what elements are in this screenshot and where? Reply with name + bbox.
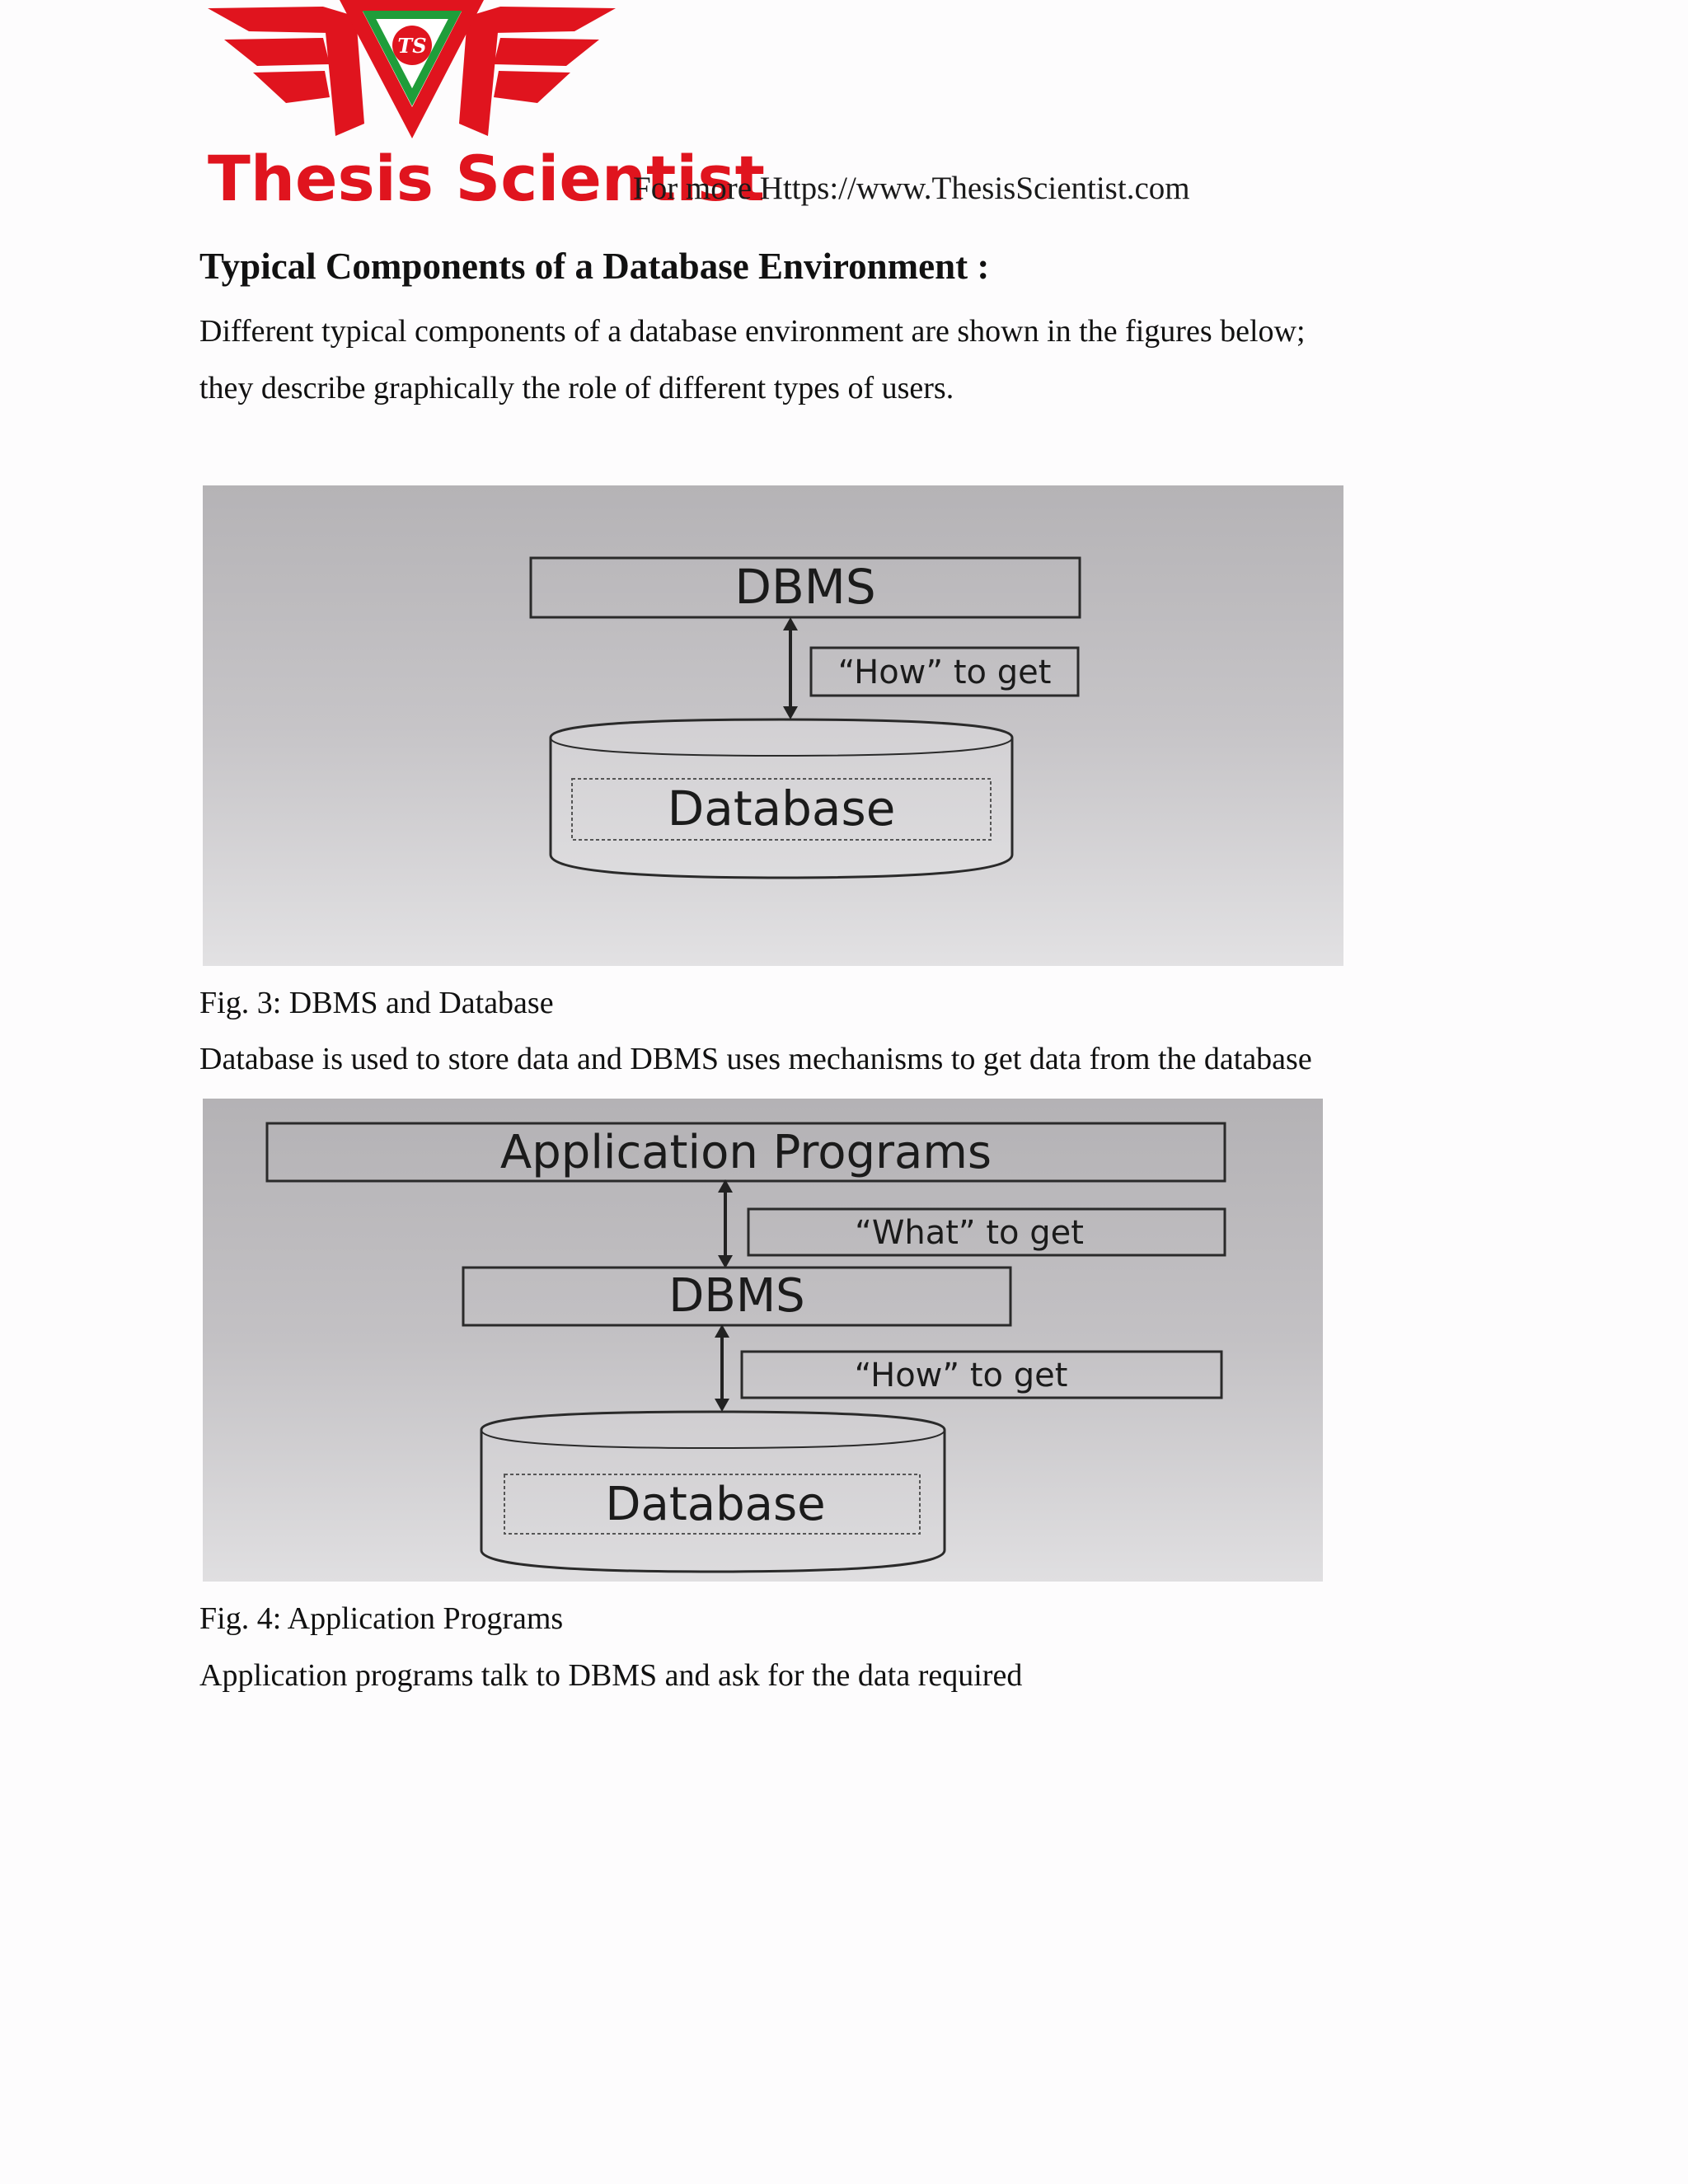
database-label: Database xyxy=(667,780,896,837)
intro-line-1: Different typical components of a database environment are shown in the figures below; xyxy=(199,314,1306,349)
figure-3-description: Database is used to store data and DBMS uses mechanisms to get data from the database xyxy=(199,1042,1312,1076)
dbms-label: DBMS xyxy=(668,1269,805,1323)
thesis-scientist-logo xyxy=(199,0,765,216)
section-title: Typical Components of a Database Environment : xyxy=(199,246,990,287)
figure-3-diagram xyxy=(203,485,1343,966)
svg-text:TS: TS xyxy=(397,34,427,58)
figure-4-diagram xyxy=(203,1099,1323,1582)
dbms-label: DBMS xyxy=(734,559,876,615)
right-wing-icon xyxy=(459,7,616,136)
application-programs-label: Application Programs xyxy=(499,1126,992,1179)
intro-line-2: they describe graphically the role of different types of users. xyxy=(199,371,954,405)
left-wing-icon xyxy=(208,7,364,136)
figure-3-caption: Fig. 3: DBMS and Database xyxy=(199,986,554,1020)
website-link[interactable]: For more Https://www.ThesisScientist.com xyxy=(633,171,1190,206)
figure-4-caption: Fig. 4: Application Programs xyxy=(199,1601,564,1636)
logo-wordmark: Thesis Scientist xyxy=(208,142,765,215)
what-to-get-label: “What” to get xyxy=(855,1214,1084,1252)
database-label: Database xyxy=(605,1478,826,1531)
how-to-get-label: “How” to get xyxy=(837,654,1052,691)
how-to-get-label: “How” to get xyxy=(854,1357,1068,1394)
figure-4-description: Application programs talk to DBMS and ask for the data required xyxy=(199,1658,1023,1693)
